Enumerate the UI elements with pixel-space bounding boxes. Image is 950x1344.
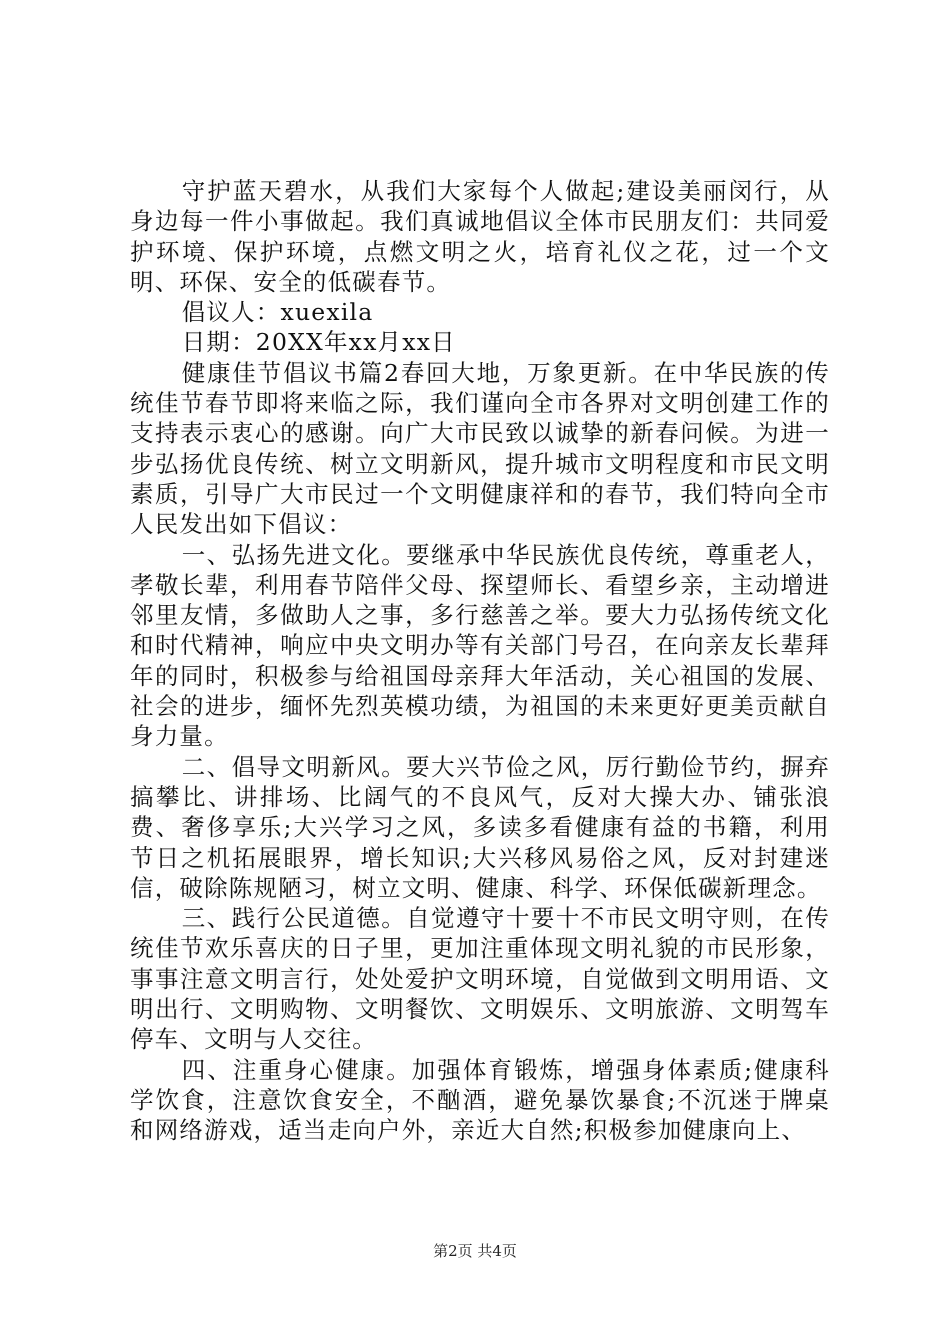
paragraph-intro: 健康佳节倡议书篇2春回大地，万象更新。在中华民族的传统佳节春节即将来临之际，我们谨向全市各界对文明创建工作的支持表示衷心的感谢。向广大市民致以诚挚的新春问候。为进一步弘扬优良传统、树立文明新风，提升城市文明程度和市民文明素质，引导广大市民过一个文明健康祥和的春节，我们特向全市人民发出如下倡议： <box>130 358 830 539</box>
paragraph-civic-morality: 三、践行公民道德。自觉遵守十要十不市民文明守则，在传统佳节欢乐喜庆的日子里，更加注重体现文明礼貌的市民形象，事事注意文明言行，处处爱护文明环境，自觉做到文明用语、文明出行、文明购物、文明餐饮、文明娱乐、文明旅游、文明驾车停车、文明与人交往。 <box>130 904 830 1054</box>
paragraph-initiator: 倡议人：xuexila <box>181 298 374 327</box>
paragraph-new-customs: 二、倡导文明新风。要大兴节俭之风，厉行勤俭节约，摒弃搞攀比、讲排场、比阔气的不良风气，反对大操大办、铺张浪费、奢侈享乐;大兴学习之风，多读多看健康有益的书籍，利用节日之机拓展眼界，增长知识;大兴移风易俗之风，反对封建迷信，破除陈规陋习，树立文明、健康、科学、环保低碳新理念。 <box>130 752 830 902</box>
paragraph-environment: 守护蓝天碧水，从我们大家每个人做起;建设美丽闵行，从身边每一件小事做起。我们真诚地倡议全体市民朋友们：共同爱护环境、保护环境，点燃文明之火，培育礼仪之花，过一个文明、环保、安全的低碳春节。 <box>130 177 830 296</box>
paragraph-date: 日期：20XX年xx月xx日 <box>181 328 456 357</box>
paragraph-health: 四、注重身心健康。加强体育锻炼，增强身体素质;健康科学饮食，注意饮食安全，不酗酒，避免暴饮暴食;不沉迷于牌桌和网络游戏，适当走向户外，亲近大自然;积极参加健康向上、 <box>130 1055 830 1145</box>
document-body <box>130 176 830 1146</box>
page-number-footer: 第2页 共4页 <box>433 1242 517 1260</box>
paragraph-culture: 一、弘扬先进文化。要继承中华民族优良传统，尊重老人，孝敬长辈，利用春节陪伴父母、探望师长、看望乡亲，主动增进邻里友情，多做助人之事，多行慈善之举。要大力弘扬传统文化和时代精神，响应中央文明办等有关部门号召，在向亲友长辈拜年的同时，积极参与给祖国母亲拜大年活动，关心祖国的发展、社会的进步，缅怀先烈英模功绩，为祖国的未来更好更美贡献自身力量。 <box>130 540 830 751</box>
